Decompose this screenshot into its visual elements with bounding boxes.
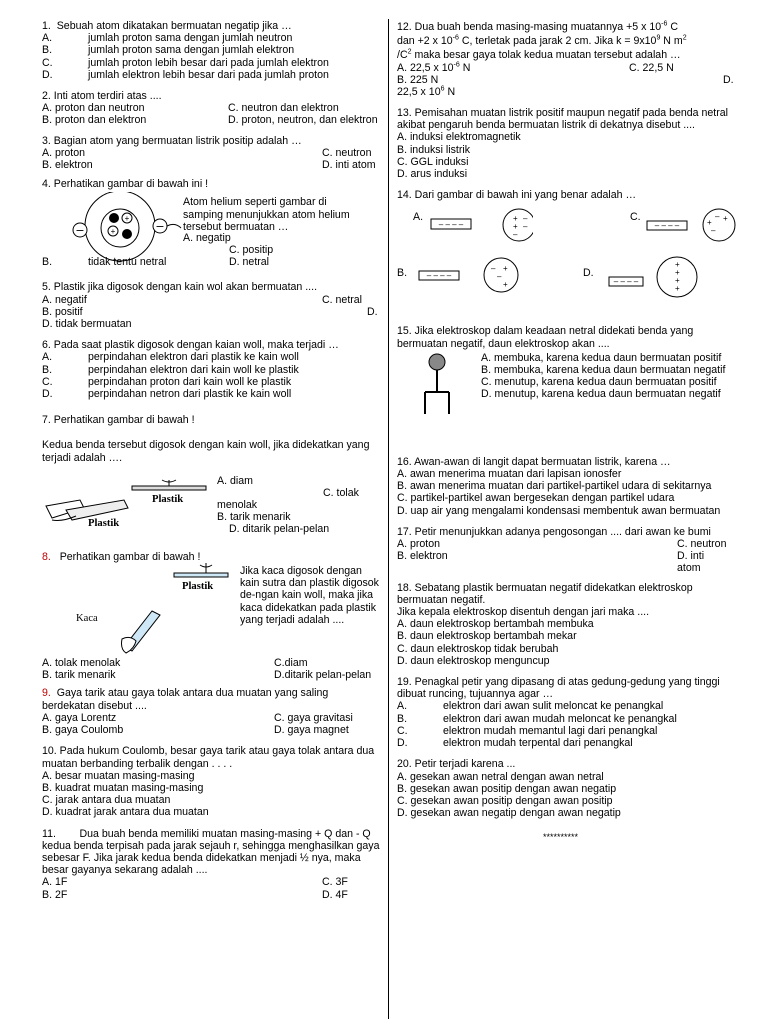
helium-atom-diagram bbox=[64, 192, 184, 264]
option-d[interactable]: D. proton, neutron, dan elektron bbox=[228, 114, 378, 127]
plastik-bottom-label: Plastik bbox=[88, 517, 120, 529]
option-a[interactable]: A. proton dan neutron bbox=[42, 102, 145, 115]
question-6 bbox=[42, 339, 380, 400]
option-d[interactable]: D. menutup, karena kedua daun bermuatan negatif bbox=[481, 388, 721, 401]
svg-text:+: + bbox=[513, 222, 518, 232]
option-c[interactable]: C. positip bbox=[229, 244, 274, 257]
question-stem: 19. Penagkal petir yang dipasang di atas gedung-gedung yang tinggi dibuat runcing, tujuannya agar … bbox=[397, 676, 720, 701]
question-2 bbox=[42, 90, 380, 127]
svg-text:–: – bbox=[523, 214, 528, 224]
question-stem: Perhatikan gambar di bawah ! bbox=[59, 550, 201, 563]
figure-d bbox=[603, 255, 707, 301]
option-c[interactable]: C. daun elektroskop tidak berubah bbox=[397, 642, 559, 655]
question-12: 12. Dua buah benda masing-masing muatannya +5 x $10^{-6}$ C dan +2 x $10^{-6}$ C, terletak pada jarak 2 cm. Jika $k = 9x10^9$ N $m^2$ $/C^2$ maka besar gaya tolak kedua muatan tersebut adalah … A. 22,5 x $10^{-6}$ N C. 22,5 N B. 225 N D. 22,5 x $10^6$ N bbox=[397, 20, 739, 98]
figure-c-label[interactable]: C. bbox=[630, 211, 641, 224]
option-a[interactable]: A. gaya Lorentz bbox=[42, 711, 117, 724]
option-d[interactable]: D. arus induksi bbox=[397, 168, 468, 181]
plastik-label: Plastik bbox=[182, 581, 214, 593]
svg-text:+: + bbox=[675, 268, 680, 278]
plastik-figure bbox=[42, 474, 380, 544]
option-c[interactable]: C. neutron dan elektron bbox=[228, 102, 339, 115]
option-c[interactable]: C. gesekan awan positip dengan awan positip bbox=[397, 794, 613, 807]
option-a[interactable]: A. 22,5 x $10^{-6}$ N bbox=[397, 61, 471, 74]
charge-figures bbox=[397, 207, 739, 311]
option-b[interactable]: B. perpindahan elektron dari kain woll ke plastik bbox=[42, 363, 299, 376]
option-b[interactable]: B. gesekan awan positip dengan awan negatip bbox=[397, 782, 617, 795]
option-a[interactable]: A. negatip bbox=[183, 232, 231, 245]
option-a[interactable]: A. induksi elektromagnetik bbox=[397, 131, 521, 144]
question-stem: 7. Perhatikan gambar di bawah ! bbox=[42, 414, 195, 427]
question-15 bbox=[397, 325, 739, 445]
question-stem: 10. Pada hukum Coulomb, besar gaya tarik atau gaya tolak antara dua muatan berbanding terbalik dengan . . . . bbox=[42, 745, 375, 770]
question-13 bbox=[397, 107, 739, 180]
question-stem: 3. Bagian atom yang bermuatan listrik positip adalah … bbox=[42, 134, 302, 147]
svg-text:+: + bbox=[110, 227, 116, 237]
question-description: Kedua benda tersebut digosok dengan kain woll, jika didekatkan yang terjadi adalah …. bbox=[42, 439, 370, 464]
question-18 bbox=[397, 582, 739, 667]
option-b[interactable]: B. 225 N bbox=[397, 74, 439, 86]
electroscope-diagram bbox=[417, 352, 457, 422]
option-c[interactable]: C. perpindahan proton dari kain woll ke plastik bbox=[42, 375, 292, 388]
question-stem: 4. Perhatikan gambar di bawah ini ! bbox=[42, 178, 209, 191]
option-d[interactable]: D. inti atom bbox=[677, 550, 705, 575]
svg-text:– – – –: – – – – bbox=[613, 277, 639, 287]
option-b[interactable]: B. elektron dari awan mudah meloncat ke penangkal bbox=[397, 712, 677, 725]
option-c[interactable]: C. partikel-partikel awan bergesekan dengan partikel udara bbox=[397, 492, 675, 505]
question-10 bbox=[42, 745, 380, 818]
question-stem: Gaya tarik atau gaya tolak antara dua muatan yang saling berdekatan disebut .... bbox=[42, 687, 329, 712]
figure-b-label[interactable]: B. bbox=[397, 267, 408, 280]
question-stem: 20. Petir terjadi karena ... bbox=[397, 758, 516, 771]
svg-text:+: + bbox=[513, 214, 518, 224]
svg-text:+: + bbox=[503, 280, 508, 290]
option-d[interactable]: D. inti atom bbox=[322, 159, 376, 172]
question-description: Atom helium seperti gambar di samping menunjukkan atom helium tersebut bermuatan … bbox=[183, 196, 350, 233]
option-c[interactable]: C. gaya gravitasi bbox=[274, 711, 353, 724]
question-4 bbox=[42, 178, 380, 269]
svg-text:–: – bbox=[497, 272, 502, 282]
option-c[interactable]: C. jarak antara dua muatan bbox=[42, 794, 171, 807]
option-d[interactable]: D. ditarik pelan-pelan bbox=[229, 522, 330, 535]
option-d[interactable]: D. netral bbox=[229, 256, 270, 269]
option-a[interactable]: A. besar muatan masing-masing bbox=[42, 769, 195, 782]
option-b[interactable]: B. 2F bbox=[42, 888, 68, 901]
option-b[interactable]: B. proton dan elektron bbox=[42, 114, 147, 127]
option-c[interactable]: C. jumlah proton lebih besar dari pada jumlah elektron bbox=[42, 56, 329, 69]
option-d[interactable]: 22,5 x $10^6$ N bbox=[397, 85, 456, 98]
option-c[interactable]: C. neutron bbox=[322, 146, 372, 159]
question-stem: 15. Jika elektroskop dalam keadaan netral didekati benda yang bermuatan negatif, daun elektroskop akan .... bbox=[397, 325, 694, 350]
question-5: 5. Plastik jika digosok dengan kain wol akan bermuatan .... A. negatif C. netral B. positif D. D. tidak bermuatan bbox=[42, 281, 380, 330]
figure-b bbox=[417, 255, 521, 295]
option-b[interactable]: B. tidak tentu netral bbox=[42, 256, 167, 269]
option-d[interactable]: D. kuadrat jarak antara dua muatan bbox=[42, 806, 209, 819]
svg-text:– – – –: – – – – bbox=[426, 271, 452, 281]
option-a[interactable]: A. proton bbox=[42, 146, 85, 159]
right-column bbox=[397, 20, 739, 853]
kaca-diagram bbox=[72, 563, 232, 657]
svg-text:–: – bbox=[523, 222, 528, 232]
option-b[interactable]: B. elektron bbox=[42, 159, 93, 172]
figure-a bbox=[429, 207, 533, 243]
svg-text:+: + bbox=[675, 276, 680, 286]
svg-text:– – – –: – – – – bbox=[654, 221, 680, 231]
helium-figure bbox=[42, 190, 380, 269]
option-b[interactable]: B. awan menerima muatan dari partikel-partikel udara di sekitarnya bbox=[397, 480, 712, 493]
option-a[interactable]: A. tolak menolak bbox=[42, 657, 121, 670]
question-3 bbox=[42, 135, 380, 172]
option-b[interactable]: B. tarik menarik bbox=[217, 510, 291, 523]
option-c[interactable]: C. 3F bbox=[322, 876, 348, 889]
option-d[interactable]: D. gaya magnet bbox=[274, 724, 349, 737]
question-7 bbox=[42, 414, 380, 544]
svg-text:+: + bbox=[723, 214, 728, 224]
option-b[interactable]: B. kuadrat muatan masing-masing bbox=[42, 781, 204, 794]
question-20 bbox=[397, 758, 739, 819]
option-b[interactable]: B. membuka, karena kedua daun bermuatan negatif bbox=[481, 364, 726, 377]
question-stem: 2. Inti atom terdiri atas .... bbox=[42, 90, 162, 103]
plastik-diagram bbox=[42, 478, 212, 544]
question-1 bbox=[42, 20, 380, 81]
svg-text:−: − bbox=[155, 220, 165, 234]
svg-text:+: + bbox=[675, 284, 680, 294]
kaca-label: Kaca bbox=[76, 613, 98, 625]
svg-text:–: – bbox=[711, 226, 716, 236]
option-b[interactable]: B. tarik menarik bbox=[42, 669, 116, 682]
figure-c bbox=[645, 207, 739, 243]
option-a[interactable]: A. jumlah proton sama dengan jumlah neutron bbox=[42, 32, 293, 45]
option-c[interactable]: C. GGL induksi bbox=[397, 155, 469, 168]
option-d[interactable]: D. jumlah elektron lebih besar dari pada jumlah proton bbox=[42, 68, 329, 81]
option-c[interactable]: C. tolak menolak bbox=[217, 486, 359, 512]
question-14 bbox=[397, 189, 739, 311]
kaca-figure bbox=[42, 563, 380, 657]
question-stem: 17. Petir menunjukkan adanya pengosongan .... dari awan ke bumi bbox=[397, 525, 711, 538]
question-stem: Sebuah atom dikatakan bermuatan negatip jika … bbox=[56, 20, 292, 32]
electroscope-figure bbox=[397, 350, 739, 446]
option-a[interactable]: A. gesekan awan netral dengan awan netral bbox=[397, 770, 604, 783]
option-b[interactable]: B. daun elektroskop bertambah mekar bbox=[397, 630, 577, 643]
option-b[interactable]: B. jumlah proton sama dengan jumlah elektron bbox=[42, 44, 295, 57]
option-d[interactable]: D. 4F bbox=[322, 888, 348, 901]
question-stem: 13. Pemisahan muatan listrik positif maupun negatif pada benda netral akibat pengaruh benda bermuatan listrik di dekatnya disebut .... bbox=[397, 107, 728, 132]
option-b[interactable]: B. induksi listrik bbox=[397, 143, 470, 156]
svg-text:+: + bbox=[503, 264, 508, 274]
svg-text:–: – bbox=[491, 264, 496, 274]
option-d[interactable]: D. tidak bermuatan bbox=[42, 318, 132, 331]
question-stem: 18. Sebatang plastik bermuatan negatif didekatkan elektroskop bermuatan negatif. bbox=[397, 581, 693, 606]
option-b[interactable]: B. gaya Coulomb bbox=[42, 724, 124, 737]
svg-text:–: – bbox=[513, 230, 518, 240]
svg-text:+: + bbox=[124, 214, 130, 224]
question-description: Jika kaca digosok dengan kain sutra dan plastik digosok de-ngan kain woll, maka jika kaca didekatkan pada plastik yang terjadi adalah .... bbox=[240, 565, 379, 626]
question-number: 8. bbox=[42, 550, 51, 563]
svg-text:+: + bbox=[707, 218, 712, 228]
question-8 bbox=[42, 551, 380, 682]
figure-d-label[interactable]: D. bbox=[583, 267, 594, 280]
option-d[interactable]: D. gesekan awan negatip dengan awan negatip bbox=[397, 807, 621, 820]
option-a[interactable]: A. awan menerima muatan dari lapisan ionosfer bbox=[397, 468, 622, 481]
question-stem: 16. Awan-awan di langit dapat bermuatan listrik, karena … bbox=[397, 455, 671, 468]
option-a[interactable]: A. membuka, karena kedua daun bermuatan positif bbox=[481, 351, 722, 364]
option-a[interactable]: A. perpindahan elektron dari plastik ke kain woll bbox=[42, 351, 299, 364]
svg-text:−: − bbox=[75, 224, 85, 238]
question-number: 1. bbox=[42, 20, 51, 32]
svg-text:– – – –: – – – – bbox=[438, 220, 464, 230]
question-stem: 6. Pada saat plastik digosok dengan kaian woll, maka terjadi … bbox=[42, 339, 339, 352]
question-11 bbox=[42, 827, 383, 901]
question-stem: 5. Plastik jika digosok dengan kain wol akan bermuatan .... bbox=[42, 281, 318, 294]
question-stem: 11. Dua buah benda memiliki muatan masing-masing + Q dan - Q kedua benda terpisah pada jarak sejauh r, sehingga menghasilkan gaya sebesar F. Jika jarak kedua benda didekatkan menjadi ½ nya, maka besar gayanya sekarang adalah .... bbox=[42, 827, 383, 877]
option-a[interactable]: A. elektron dari awan sulit meloncat ke penangkal bbox=[397, 700, 664, 713]
option-a[interactable]: A. proton bbox=[397, 538, 440, 551]
option-d[interactable]: D. daun elektroskop menguncup bbox=[397, 654, 550, 667]
question-stem: 14. Dari gambar di bawah ini yang benar adalah … bbox=[397, 189, 637, 202]
option-c[interactable]: C. netral bbox=[322, 293, 363, 306]
figure-a-label[interactable]: A. bbox=[413, 211, 424, 224]
svg-text:+: + bbox=[675, 260, 680, 270]
option-c[interactable]: C. neutron bbox=[677, 538, 727, 551]
option-a[interactable]: A. diam bbox=[217, 474, 253, 487]
option-d[interactable]: D. perpindahan netron dari plastik ke kain woll bbox=[42, 388, 292, 401]
end-mark: ********** bbox=[543, 832, 579, 843]
column-divider bbox=[388, 19, 389, 1019]
question-16 bbox=[397, 456, 739, 517]
option-d[interactable]: D. elektron mudah terpental dari penangkal bbox=[397, 737, 633, 750]
svg-text:–: – bbox=[715, 212, 720, 222]
left-column bbox=[42, 20, 383, 910]
option-c[interactable]: C. elektron mudah memantul lagi dari penangkal bbox=[397, 724, 658, 737]
question-19 bbox=[397, 676, 739, 749]
option-a[interactable]: A. negatif bbox=[42, 293, 87, 306]
option-c[interactable]: C. menutup, karena kedua daun bermuatan positif bbox=[481, 376, 717, 389]
option-b[interactable]: B. elektron bbox=[397, 550, 448, 563]
question-number: 9. bbox=[42, 687, 51, 700]
option-a[interactable]: A. 1F bbox=[42, 876, 68, 889]
option-d[interactable]: D.ditarik pelan-pelan bbox=[274, 669, 372, 682]
option-c[interactable]: C.diam bbox=[274, 657, 308, 670]
option-a[interactable]: A. daun elektroskop bertambah membuka bbox=[397, 618, 594, 631]
plastik-top-label: Plastik bbox=[152, 493, 184, 505]
question-9 bbox=[42, 687, 380, 736]
option-d[interactable]: D. uap air yang mengalami kondensasi membentuk awan bermuatan bbox=[397, 504, 721, 517]
option-c[interactable]: C. 22,5 N bbox=[629, 62, 674, 74]
option-b[interactable]: B. positif bbox=[42, 305, 83, 318]
question-17 bbox=[397, 526, 739, 575]
question-stem-2: Jika kepala elektroskop disentuh dengan jari maka .... bbox=[397, 606, 650, 619]
